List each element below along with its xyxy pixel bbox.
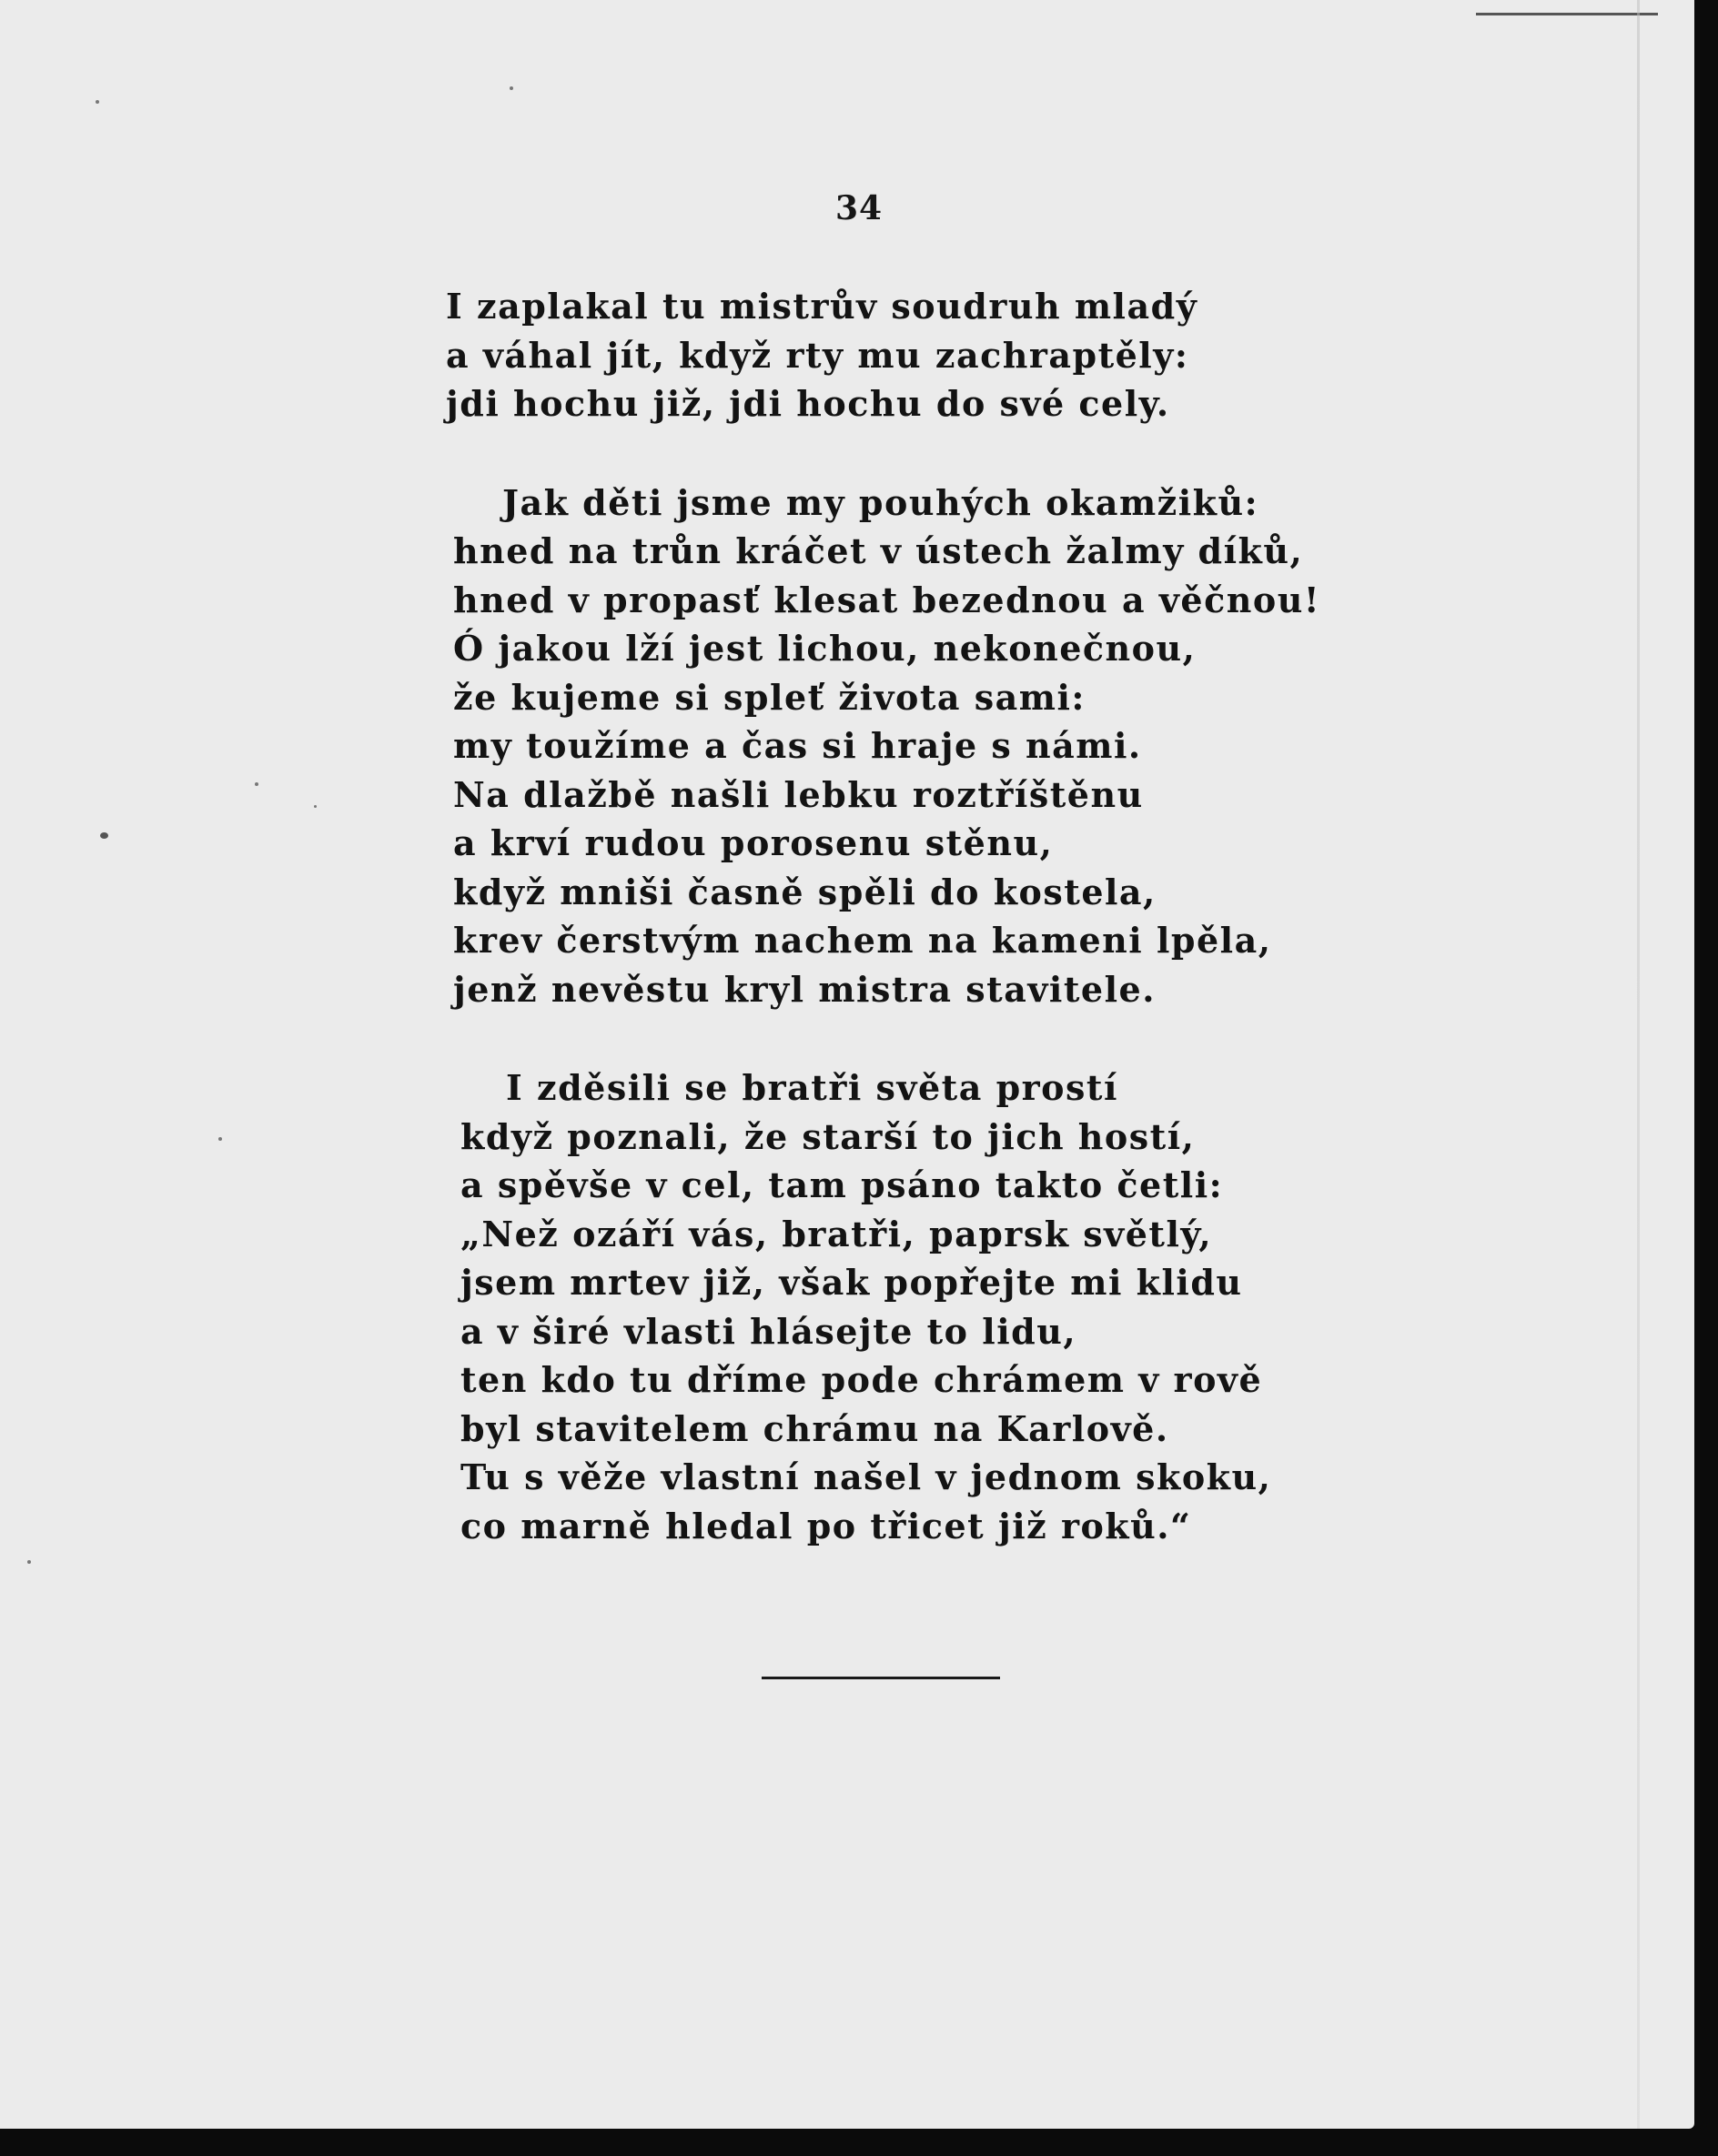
poem-line: když mniši časně spěli do kostela, xyxy=(453,871,1157,912)
poem-line: že kujeme si spleť života sami: xyxy=(453,676,1086,718)
paper-speck xyxy=(218,1137,222,1141)
stanza-1 xyxy=(446,282,1356,428)
scan-border xyxy=(1694,0,1718,2156)
poem-line: a váhal jít, když rty mu zachraptěly: xyxy=(446,334,1189,376)
poem-line: jenž nevěstu kryl mistra stavitele. xyxy=(453,968,1156,1010)
poem-line: I zděsili se bratři světa prostí xyxy=(506,1067,1118,1108)
poem-line: I zaplakal tu mistrův soudruh mladý xyxy=(446,286,1198,327)
paper-speck xyxy=(510,86,513,90)
poem-line: když poznali, že starší to jich hostí, xyxy=(460,1115,1196,1157)
stanza-3 xyxy=(446,1063,1356,1550)
poem-line: hned v propasť klesat bezednou a věčnou! xyxy=(453,579,1321,620)
paper-speck xyxy=(27,1560,31,1564)
poem-line: Tu s věže vlastní našel v jednom skoku, xyxy=(460,1456,1272,1497)
poem-line: my toužíme a čas si hraje s námi. xyxy=(453,725,1142,766)
poem-line: Jak děti jsme my pouhých okamžiků: xyxy=(502,481,1259,523)
page-number: 34 xyxy=(834,189,884,227)
paper-speck xyxy=(100,832,108,839)
end-divider-rule xyxy=(762,1677,1000,1679)
poem-line: byl stavitelem chrámu na Karlově. xyxy=(460,1407,1169,1449)
paper-speck xyxy=(96,100,99,104)
poem-line: a v širé vlasti hlásejte to lidu, xyxy=(460,1310,1077,1352)
poem-line: jsem mrtev již, však popřejte mi klidu xyxy=(460,1262,1243,1303)
poem-line: Ó jakou lží jest lichou, nekonečnou, xyxy=(453,628,1197,669)
poem-line: hned na trůn kráčet v ústech žalmy díků, xyxy=(453,530,1304,571)
poem-text xyxy=(446,282,1356,1600)
poem-line: „Než ozáří vás, bratři, paprsk světlý, xyxy=(460,1213,1213,1254)
poem-line: ten kdo tu dříme pode chrámem v rově xyxy=(460,1359,1263,1400)
page-edge-shadow xyxy=(1637,0,1640,2129)
poem-line: co marně hledal po třicet již roků.“ xyxy=(460,1505,1192,1546)
top-edge-rule xyxy=(1476,13,1658,15)
poem-line: a krví rudou porosenu stěnu, xyxy=(453,822,1054,863)
poem-line: jdi hochu již, jdi hochu do své cely. xyxy=(446,383,1170,424)
paper-speck xyxy=(314,805,317,808)
poem-line: krev čerstvým nachem na kameni lpěla, xyxy=(453,920,1272,961)
poem-line: Na dlažbě našli lebku roztříštěnu xyxy=(453,773,1144,815)
stanza-2 xyxy=(446,479,1356,1014)
poem-line: a spěvše v cel, tam psáno takto četli: xyxy=(460,1164,1224,1205)
paper-speck xyxy=(255,782,258,786)
